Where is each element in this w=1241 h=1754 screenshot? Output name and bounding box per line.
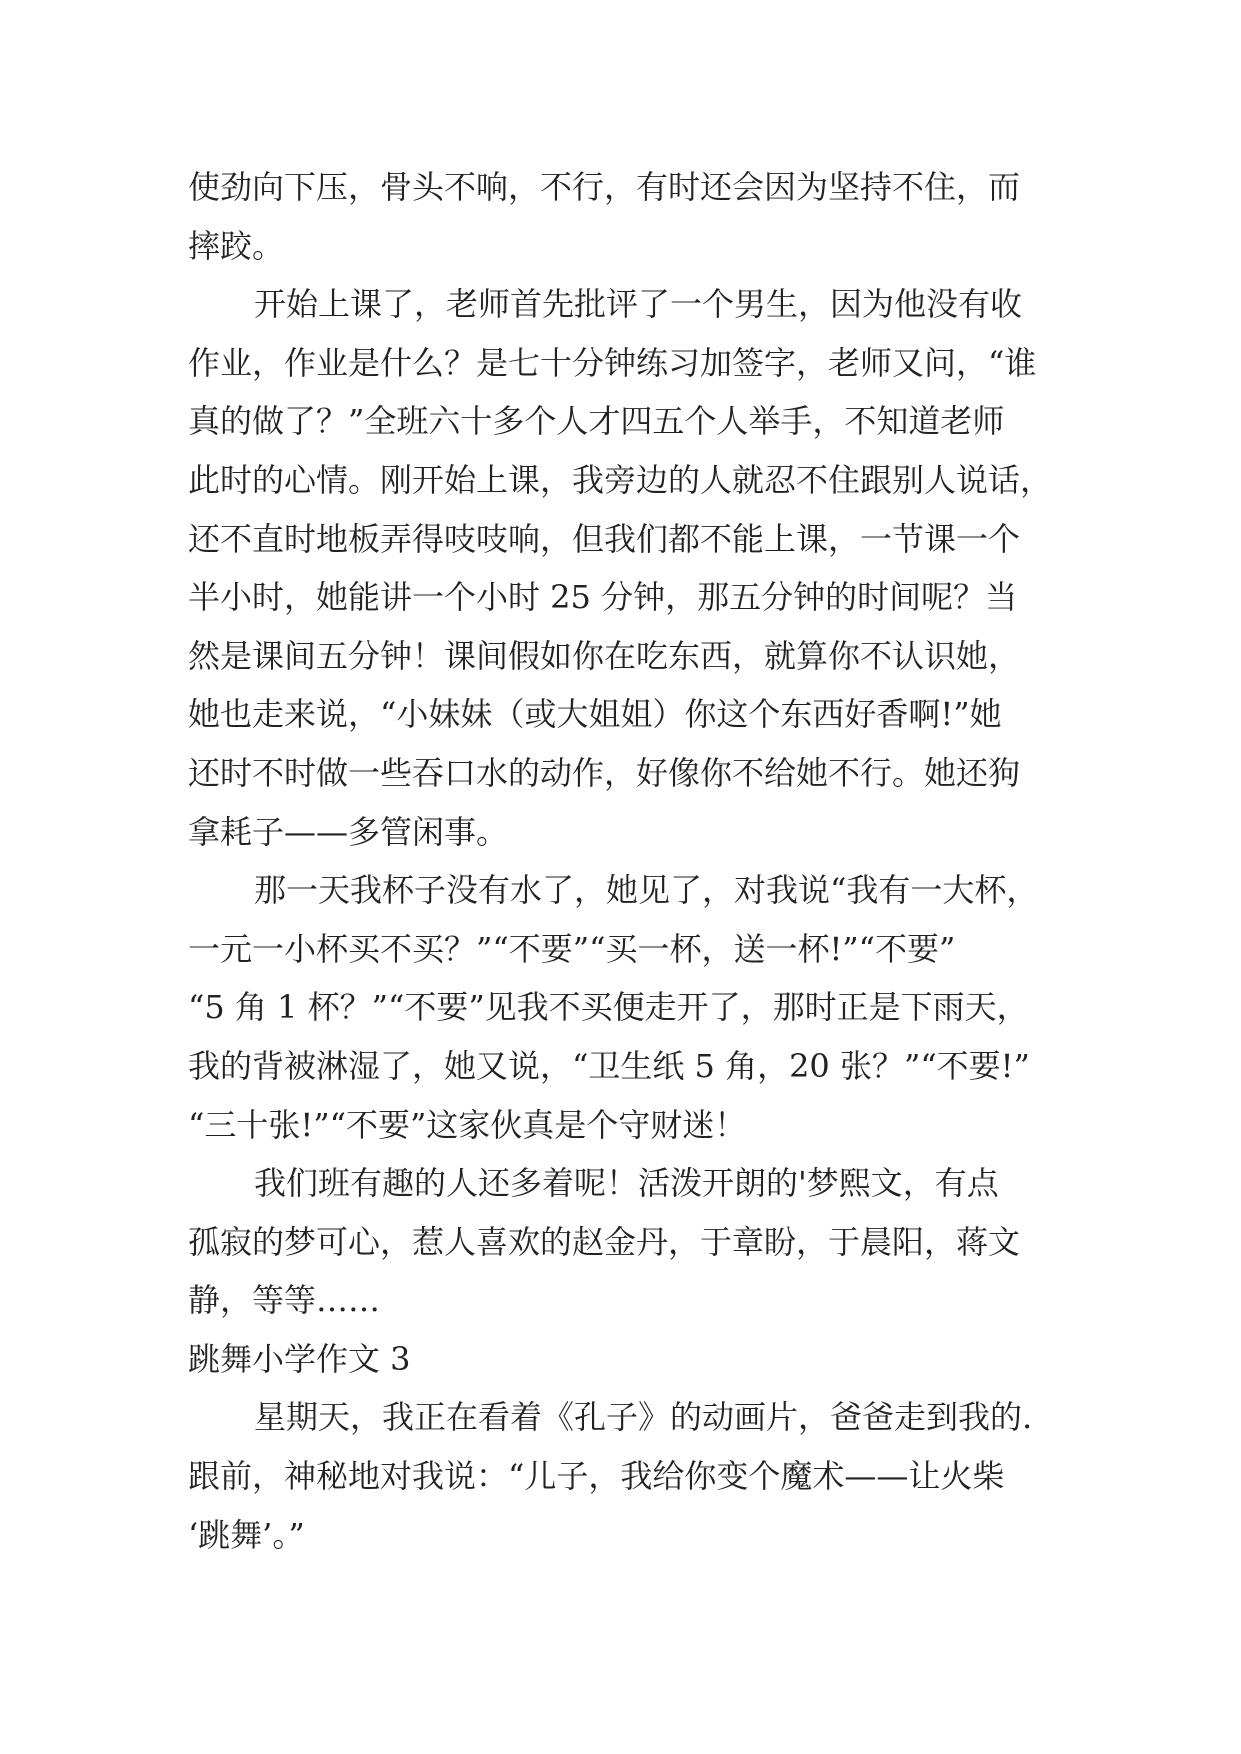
text-line: 开始上课了，老师首先批评了一个男生，因为他没有收 [254,285,1023,324]
text-line: 使劲向下压，骨头不响，不行，有时还会因为坚持不住，而 [188,168,1021,206]
text-line: 拿耗子——多管闲事。 [188,812,509,851]
text-line: 静，等等…… [188,1281,381,1320]
text-line: 还时不时做一些吞口水的动作，好像你不给她不行。她还狗 [188,753,1021,792]
text-line: “三十张!”“不要”这家伙真是个守财迷！ [188,1105,747,1144]
text-line: 跟前，神秘地对我说：“儿子，我给你变个魔术——让火柴 [188,1457,1005,1496]
document-body [188,158,1088,1564]
text-line: 真的做了？”全班六十多个人才四五个人举手，不知道老师 [188,402,1005,441]
text-line: 星期天，我正在看着《孔子》的动画片，爸爸走到我的. [254,1398,1033,1437]
text-line: 还不直时地板弄得吱吱响，但我们都不能上课，一节课一个 [188,519,1021,558]
text-line: 然是课间五分钟！课间假如你在吃东西，就算你不认识她， [188,636,1021,675]
text-line: 孤寂的梦可心，惹人喜欢的赵金丹，于章盼，于晨阳，蒋文 [188,1222,1021,1261]
text-line: 我们班有趣的人还多着呢！活泼开朗的'梦熙文，有点 [254,1164,999,1203]
text-line: 那一天我杯子没有水了，她见了，对我说“我有一大杯， [254,871,1039,910]
text-line: 作业，作业是什么？是七十分钟练习加签字，老师又问，“谁 [188,343,1037,382]
text-line: 摔跤。 [188,226,285,265]
text-line: ‘跳舞’。” [188,1515,305,1554]
section-heading: 跳舞小学作文 3 [188,1339,411,1378]
text-line: 她也走来说，“小妹妹（或大姐姐）你这个东西好香啊!”她 [188,695,1002,734]
text-line: 半小时，她能讲一个小时 25 分钟，那五分钟的时间呢？当 [188,578,1018,617]
text-line: 此时的心情。刚开始上课，我旁边的人就忍不住跟别人说话， [188,460,1053,499]
text-line: 我的背被淋湿了，她又说，“卫生纸 5 角，20 张？”“不要!” [188,1046,1030,1085]
text-line: 一元一小杯买不买？”“不要”“买一杯，送一杯!”“不要” [188,929,956,968]
text-line: “5 角 1 杯？”“不要”见我不买便走开了，那时正是下雨天， [188,988,1029,1027]
